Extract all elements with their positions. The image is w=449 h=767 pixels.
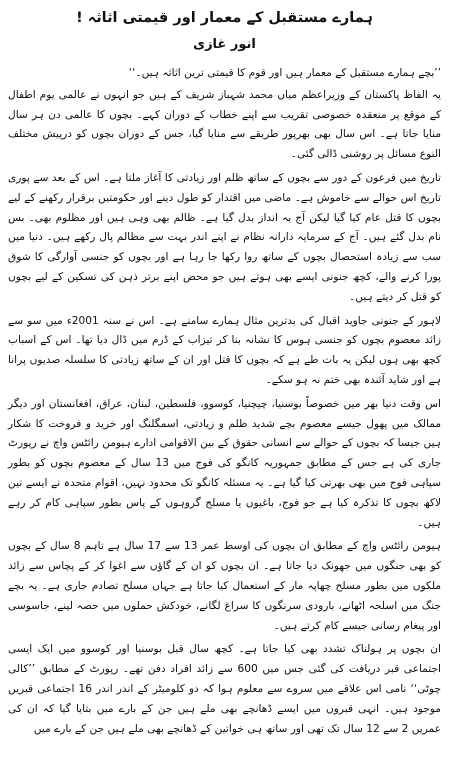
author-name: انور غازی bbox=[193, 37, 256, 52]
article-body bbox=[8, 64, 441, 739]
article-headline: ہمارے مستقبل کے معمار اور قیمتی اثاثہ ! bbox=[76, 10, 373, 26]
lead-quote: ’’بچے ہمارے مستقبل کے معمار ہیں اور قوم کا قیمتی ترین اثاثہ ہیں۔‘‘ bbox=[128, 67, 441, 79]
article-paragraph: ہیومن رائٹس واچ کے مطابق ان بچوں کی اوسط عمر 13 سے 17 سال ہے تاہم 8 سال کے بچوں کو بھی جنگوں میں جھونک دیا جاتا ہے۔ ان بچوں کو ان کے گاؤں سے اغوا کر کے پچاس سے زائد ملکوں میں بطور مسلح چھاپہ مار کے استعمال کیا جاتا ہے جہاں مسلح تصادم جاری ہے۔ یہ بچے جنگ میں اسلحہ اٹھانے، بارودی سرنگوں کا سراغ لگانے، خودکش حملوں میں حصہ لینے، جاسوسی اور پیغام رسانی جیسے کام کرتے ہیں۔ bbox=[8, 540, 441, 632]
article-paragraph: اس وقت دنیا بھر میں خصوصاً بوسنیا، چیچنیا، کوسوو، فلسطین، لبنان، عراق، افغانستان اور دیگر ممالک میں پھول جیسے معصوم بچے شدید ظلم و زیادتی، اسمگلنگ اور خرید و فروخت کا شکار ہیں جیسا کہ بچوں کے حوالے سے انسانی حقوق کے بین الاقوامی ادارے ہیومن رائٹس واچ نے رپورٹ جاری کی ہے جس کے مطابق جمہوریہ کانگو کی فوج میں 13 سال کے معصوم بچوں کو بطور سپاہی فوج میں بھی بھرتی کیا گیا ہے۔ یہ مسئلہ کانگو تک محدود نہیں، اقوام متحدہ نے ایسے تین لاکھ بچوں کا تذکرہ کیا ہے جو فوج، باغیوں یا مسلح گروہوں کے پاس بطور سپاہی کام کر رہے ہیں۔ bbox=[8, 397, 442, 529]
article-paragraph: یہ الفاظ پاکستان کے وزیراعظم میاں محمد شہباز شریف کے ہیں جو انہوں نے عالمی یوم اطفال کے موقع پر منعقدہ خصوصی تقریب سے اپنے خطاب کے دوران کہے۔ بچوں کا عالمی دن ہر سال منایا جاتا ہے۔ اس سال بھی بھرپور طریقے سے منایا گیا، جس کے دوران بچوں کو درپیش مختلف النوع مسائل پر روشنی ڈالی گئی۔ bbox=[8, 88, 441, 161]
article-paragraph: ان بچوں پر ہولناک تشدد بھی کیا جاتا ہے۔ کچھ سال قبل بوسنیا اور کوسوو میں ایک ایسی اجتماعی قبر دریافت کی گئی جس میں 600 سے زائد افراد دفن تھے۔ رپورٹ کے مطابق ’’کالی چوٹی‘‘ نامی اس علاقے میں سروے سے معلوم ہوا کہ دو کلومیٹر کے اندر اندر 16 اجتماعی قبریں موجود ہیں۔ انہی قبروں میں ایسے ڈھانچے بھی ملے ہیں جن کے بارے میں بتایا گیا کہ ان کی عمریں 2 سے 12 سال تک تھی اور ساتھ ہی خواتین کے ڈھانچے بھی ملے ہیں جن کے بارے میں bbox=[8, 643, 442, 735]
article-paragraph: تاریخ میں فرعون کے دور سے بچوں کے ساتھ ظلم اور زیادتی کا آغاز ملتا ہے۔ اس کے بعد سے پوری تاریخ اس حوالے سے خاموش ہے۔ ماضی میں اقتدار کو طول دینے اور حکومتیں برقرار رکھنے کے لیے بچوں کا قتل عام کیا گیا لیکن آج یہ انداز بدل گیا ہے۔ ظالم بھی وہی ہیں اور مظلوم بھی۔ بس نام بدل گئے ہیں۔ آج کے سرمایہ دارانہ نظام نے اپنے اندر بہت سے مظالم پال رکھے ہیں۔ دنیا میں سب سے زیادہ استحصال بچوں کے ساتھ روا رکھا جا رہا ہے اور بچوں کو جنسی آوارگی کا شوق پورا کرنے والے، کچھ جنونی ایسے بھی ہوتے ہیں جو محض اپنے برتر ذہن کی تسکین کے لیے بچوں کو قتل کر دیتے ہیں۔ bbox=[8, 171, 441, 303]
article-paragraph: لاہور کے جنونی جاوید اقبال کی بدترین مثال ہمارے سامنے ہے۔ اس نے سنہ 2001ء میں سو سے زائد معصوم بچوں کو جنسی ہوس کا نشانہ بنا کر تیزاب کے ڈرم میں ڈال دیا تھا۔ اس کے اسباب کچھ بھی ہوں لیکن یہ بات طے ہے کہ بچوں کا قتل اور ان کے ساتھ زیادتی کا سلسلہ صدیوں پرانا ہے اور شاید آئندہ بھی ختم نہ ہو سکے۔ bbox=[8, 314, 441, 386]
